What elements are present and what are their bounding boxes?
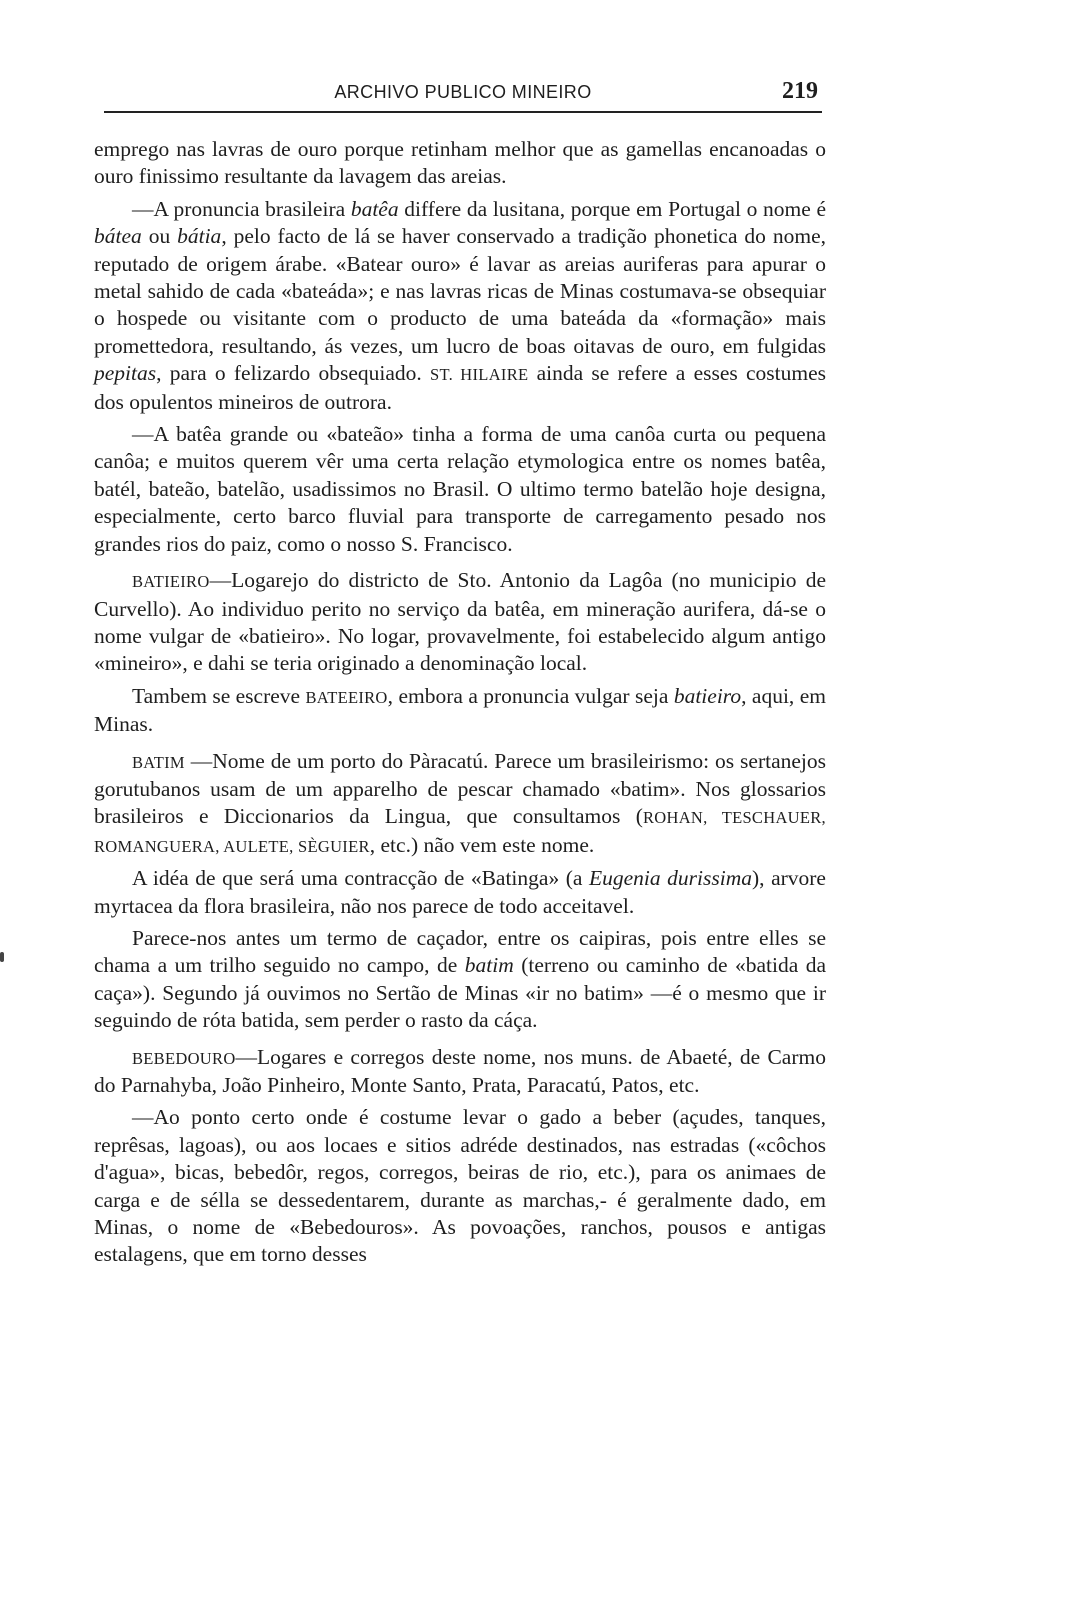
paragraph-text: , etc.) não vem este nome. <box>369 832 595 857</box>
paragraph-text: A idéa de que será uma contracção de «Batinga» (a <box>132 866 589 891</box>
paragraph-text: , embora a pronuncia vulgar seja <box>387 683 674 708</box>
paragraph <box>94 196 826 416</box>
small-caps-term: BATEEIRO <box>305 687 388 707</box>
small-caps-term: ST. HILAIRE <box>429 365 529 385</box>
paragraph <box>94 136 826 191</box>
paragraph-text: —Logarejo do districto de Sto. Antonio da Lagôa (no municipio de Curvello). Ao individuo perito no serviço da batêa, em mineração aurifera, dá-se o nome vulgar de «batieiro». No logar, provavelmente, foi estabelecido algum antigo «mineiro», e dahi se teria originado a denominação local. <box>94 568 826 676</box>
paragraph-text: ou <box>141 224 178 249</box>
paragraph-text: Parece-nos antes um termo de caçador, entre os caipiras, pois entre elles se chama a um trilho seguido no campo, de <box>94 925 826 978</box>
paragraph-text: —A batêa grande ou «bateão» tinha a forma de uma canôa curta ou pequena canôa; e muitos querem vêr uma certa relação etymologica entre os nomes batêa, batél, bateão, batelão, usadissimos no Brasil. O ultimo termo batelão hoje designa, especialmente, certo barco fluvial para transporte de carregamento pesado nos grandes rios do paiz, como o nosso S. Francisco. <box>94 422 826 556</box>
italic-term: batieiro <box>673 683 742 708</box>
paragraph-text: , aqui, em Minas. <box>94 683 826 737</box>
margin-speck <box>0 952 4 962</box>
paragraph-text: Tambem se escreve <box>132 683 306 708</box>
paragraph-text: ainda se refere a esses costumes dos opulentos mineiros de outrora. <box>94 361 826 414</box>
paragraph <box>94 865 826 920</box>
paragraph <box>94 748 826 861</box>
paragraph <box>94 1104 826 1268</box>
italic-term: batim <box>464 953 514 978</box>
page-number: 219 <box>782 78 818 104</box>
italic-term: batêa <box>350 196 399 221</box>
header-rule <box>104 111 822 113</box>
italic-term: Eugenia durissima <box>588 866 752 891</box>
paragraph-text: —Logares e corregos deste nome, nos muns. de Abaeté, de Carmo do Parnahyba, João Pinheiro, Monte Santo, Prata, Paracatú, Patos, etc. <box>94 1044 826 1097</box>
italic-term: pepitas <box>94 361 157 386</box>
small-caps-term: ROHAN, TESCHAUER, ROMANGUERA, AULETE, SÈGUIER <box>94 808 826 856</box>
paragraph-text: ), arvore myrtacea da flora brasileira, não nos parece de todo acceitavel. <box>94 866 826 918</box>
paragraph <box>94 567 826 678</box>
paragraph <box>94 683 826 739</box>
paragraph-text: differe da lusitana, porque em Portugal o nome é <box>398 196 827 221</box>
paragraph <box>94 1044 826 1100</box>
paragraph-text: —A pronuncia brasileira <box>132 196 351 221</box>
paragraph <box>94 421 826 558</box>
paragraph-text: (terreno ou caminho de «batida da caça»). Segundo já ouvimos no Sertão de Minas «ir no batim» —é o mesmo que ir seguindo de róta batida, sem perder o rasto da cáça. <box>94 953 826 1033</box>
italic-term: bátea <box>94 224 142 249</box>
small-caps-term: BEBEDOURO <box>132 1048 236 1068</box>
paragraph-text: , para o felizardo obsequiado. <box>156 361 430 386</box>
paragraph <box>94 925 826 1035</box>
running-head <box>104 78 822 110</box>
paragraph-text: emprego nas lavras de ouro porque retinham melhor que as gamellas encanoadas o ouro finissimo resultante da lavagem das areias. <box>94 137 826 189</box>
running-title: ARCHIVO PUBLICO MINEIRO <box>334 82 592 102</box>
paragraph-text: , pelo facto de lá se haver conservado a tradição phonetica do nome, reputado de origem árabe. «Batear ouro» é lavar as areias auriferas para apurar o metal sahido de cada «bateáda»; e nas lavras ricas de Minas costumava-se obsequiar o hospede ou visitante com o producto de uma bateáda da «formação» mais promettedora, resultando, ás vezes, um lucro de boas oitavas de ouro, em fulgidas <box>94 224 826 358</box>
small-caps-term: BATIEIRO <box>132 572 210 592</box>
paragraph-text: —Nome de um porto do Pàracatú. Parece um brasileirismo: os sertanejos gorutubanos usam de um apparelho de pescar chamado «batim». Nos glossarios brasileiros e Diccionarios da Lingua, que consultamos ( <box>94 748 826 829</box>
italic-term: bátia <box>177 224 222 249</box>
body-text <box>94 136 826 1269</box>
small-caps-term: BATIM <box>132 752 185 772</box>
paragraph-text: —Ao ponto certo onde é costume levar o gado a beber (açudes, tanques, reprêsas, lagoas), ou aos locaes e sitios adréde destinados, nas estradas («côchos d'agua», bicas, bebedôr, regos, corregos, beiras de rio, etc.), para os animaes de carga e de sélla se dessedentarem, durante as marchas,- é geralmente dado, em Minas, o nome de «Bebedouros». As povoações, ranchos, pousos e antigas estalagens, que em torno desses <box>94 1105 826 1267</box>
